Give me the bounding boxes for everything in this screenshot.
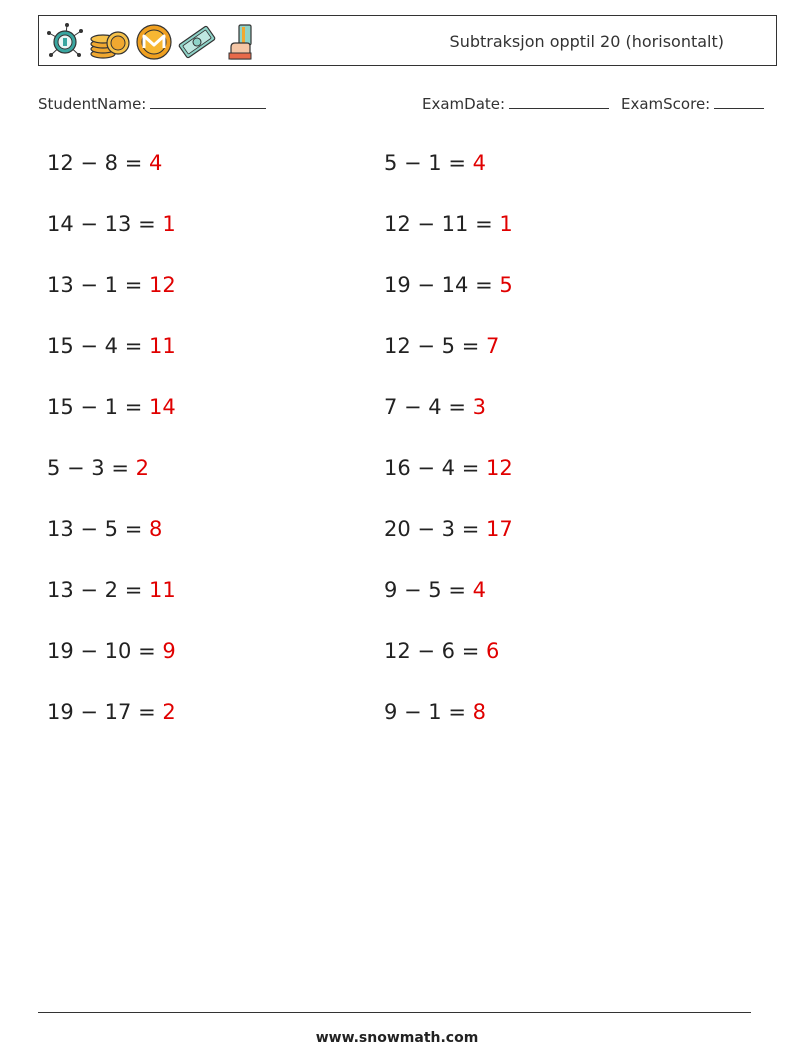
- problem-expression: 15 − 4 =: [47, 334, 143, 358]
- problem-answer: 12: [486, 456, 513, 480]
- problem-answer: 4: [472, 151, 487, 175]
- problem-answer: 11: [149, 578, 176, 602]
- crypto-network-coin-icon: [45, 23, 85, 61]
- problem-expression: 19 − 14 =: [384, 273, 493, 297]
- student-name-label: StudentName:: [38, 95, 147, 113]
- problem-right-4: [384, 331, 499, 361]
- problem-answer: 4: [472, 578, 487, 602]
- problem-expression: 19 − 17 =: [47, 700, 156, 724]
- problem-expression: 16 − 4 =: [384, 456, 480, 480]
- exam-score-blank[interactable]: [714, 94, 764, 109]
- exam-date-blank[interactable]: [509, 94, 609, 109]
- problem-answer: 14: [149, 395, 176, 419]
- student-name-field: [38, 94, 266, 113]
- problem-expression: 12 − 8 =: [47, 151, 143, 175]
- worksheet-title: Subtraksjon opptil 20 (horisontalt): [449, 32, 724, 51]
- problem-expression: 13 − 2 =: [47, 578, 143, 602]
- problem-answer: 8: [472, 700, 487, 724]
- problem-answer: 2: [135, 456, 150, 480]
- problem-answer: 12: [149, 273, 176, 297]
- problem-right-3: [384, 270, 513, 300]
- hand-card-icon: [221, 23, 261, 61]
- problem-left-9: [47, 636, 176, 666]
- problem-left-3: [47, 270, 176, 300]
- problem-expression: 12 − 11 =: [384, 212, 493, 236]
- problem-answer: 2: [162, 700, 176, 724]
- banknote-icon: [177, 24, 217, 60]
- problem-answer: 1: [162, 212, 176, 236]
- problem-answer: 4: [149, 151, 163, 175]
- problem-expression: 14 − 13 =: [47, 212, 156, 236]
- problem-expression: 15 − 1 =: [47, 395, 143, 419]
- exam-score-label: ExamScore:: [621, 95, 711, 113]
- problem-left-2: [47, 209, 176, 239]
- problem-expression: 19 − 10 =: [47, 639, 156, 663]
- problem-right-9: [384, 636, 499, 666]
- header-icons: [45, 22, 261, 62]
- problem-right-7: [384, 514, 513, 544]
- exam-date-label: ExamDate:: [422, 95, 506, 113]
- problem-answer: 17: [486, 517, 513, 541]
- problem-expression: 5 − 3 =: [47, 456, 129, 480]
- problem-expression: 12 − 6 =: [384, 639, 480, 663]
- problem-right-2: [384, 209, 513, 239]
- problem-left-8: [47, 575, 176, 605]
- problem-left-1: [47, 148, 162, 178]
- problem-expression: 12 − 5 =: [384, 334, 480, 358]
- worksheet-header: [38, 15, 777, 66]
- problem-expression: 7 − 4 =: [384, 395, 466, 419]
- problem-answer: 1: [499, 212, 513, 236]
- footer-divider: [38, 1012, 751, 1013]
- problem-left-10: [47, 697, 176, 727]
- coin-stack-icon: [89, 24, 131, 60]
- problem-answer: 7: [486, 334, 500, 358]
- problem-left-5: [47, 392, 176, 422]
- problem-left-7: [47, 514, 162, 544]
- problem-right-1: [384, 148, 486, 178]
- problem-expression: 20 − 3 =: [384, 517, 480, 541]
- problem-expression: 13 − 1 =: [47, 273, 143, 297]
- student-name-blank[interactable]: [150, 94, 266, 109]
- problem-right-5: [384, 392, 486, 422]
- problem-expression: 9 − 1 =: [384, 700, 466, 724]
- problem-answer: 6: [486, 639, 500, 663]
- problem-left-6: [47, 453, 149, 483]
- monero-coin-icon: [135, 23, 173, 61]
- footer-url: www.snowmath.com: [315, 1030, 479, 1046]
- problem-expression: 5 − 1 =: [384, 151, 466, 175]
- problem-answer: 8: [149, 517, 163, 541]
- problem-right-8: [384, 575, 486, 605]
- problem-expression: 13 − 5 =: [47, 517, 143, 541]
- exam-date-field: [422, 94, 609, 113]
- problem-answer: 11: [149, 334, 176, 358]
- problem-answer: 5: [499, 273, 513, 297]
- problem-expression: 9 − 5 =: [384, 578, 466, 602]
- exam-score-field: [621, 94, 764, 113]
- problem-answer: 3: [472, 395, 487, 419]
- problem-answer: 9: [162, 639, 176, 663]
- problem-right-10: [384, 697, 486, 727]
- problem-left-4: [47, 331, 176, 361]
- problem-right-6: [384, 453, 513, 483]
